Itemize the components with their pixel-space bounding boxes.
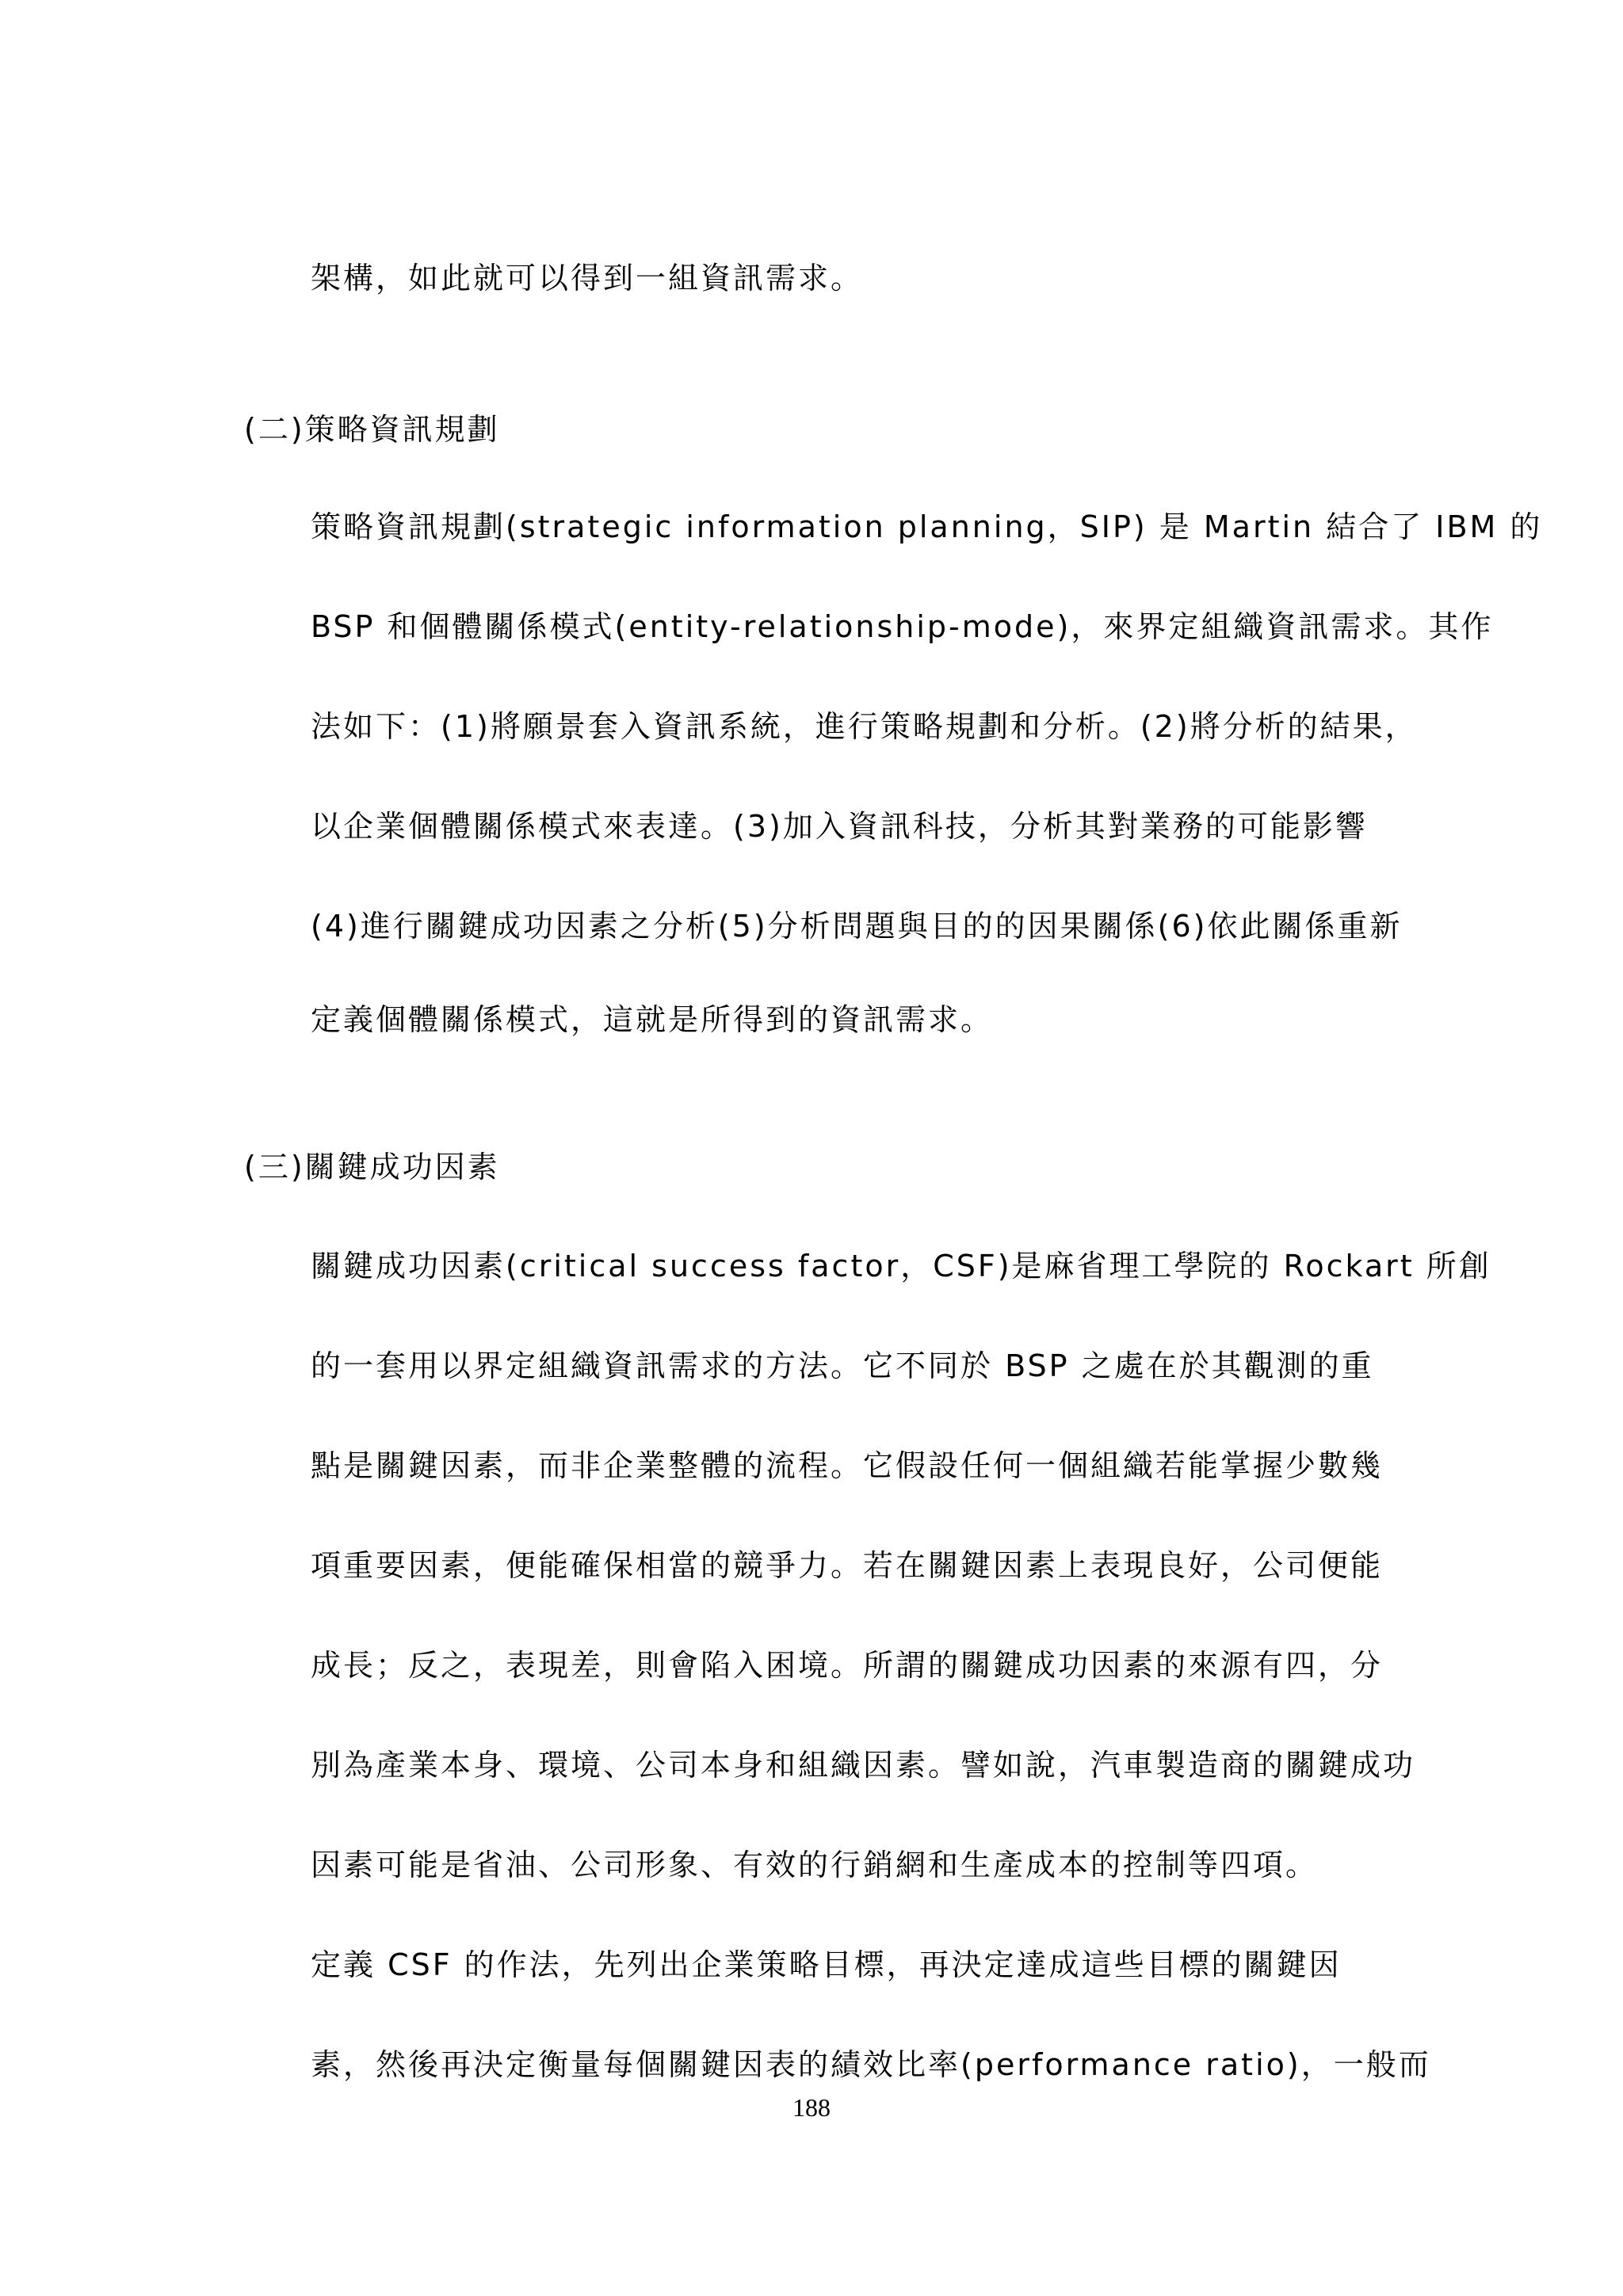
paragraph-line: 定義 CSF 的作法，先列出企業策略目標，再決定達成這些目標的關鍵因 <box>311 1947 1342 1982</box>
paragraph-line: 關鍵成功因素(critical success factor，CSF)是麻省理工學院的 Rockart 所創 <box>311 1249 1491 1283</box>
section-heading-critical-success-factors: (三)關鍵成功因素 <box>244 1150 500 1184</box>
section-heading-strategic-information-planning: (二)策略資訊規劃 <box>244 412 500 447</box>
paragraph-line: 以企業個體關係模式來表達。(3)加入資訊科技，分析其對業務的可能影響 <box>311 809 1368 844</box>
paragraph-line: (4)進行關鍵成功因素之分析(5)分析問題與目的的因果關係(6)依此關係重新 <box>311 909 1403 944</box>
paragraph-line: 別為產業本身、環境、公司本身和組織因素。譬如說，汽車製造商的關鍵成功 <box>311 1748 1416 1783</box>
paragraph-line: 的一套用以界定組織資訊需求的方法。它不同於 BSP 之處在於其觀測的重 <box>311 1348 1374 1383</box>
paragraph-line: 點是關鍵因素，而非企業整體的流程。它假設任何一個組織若能掌握少數幾 <box>311 1448 1384 1483</box>
paragraph-line: 項重要因素，便能確保相當的競爭力。若在關鍵因素上表現良好，公司便能 <box>311 1548 1384 1583</box>
paragraph-line: BSP 和個體關係模式(entity-relationship-mode)，來界定組織資訊需求。其作 <box>311 609 1494 644</box>
paragraph-line: 成長；反之，表現差，則會陷入困境。所謂的關鍵成功因素的來源有四，分 <box>311 1648 1384 1683</box>
paragraph-line: 定義個體關係模式，這就是所得到的資訊需求。 <box>311 1002 994 1037</box>
paragraph-line: 架構，如此就可以得到一組資訊需求。 <box>311 261 864 296</box>
paragraph-line: 因素可能是省油、公司形象、有效的行銷網和生產成本的控制等四項。 <box>311 1848 1319 1882</box>
paragraph-line: 素，然後再決定衡量每個關鍵因表的績效比率(performance ratio)，一般而 <box>311 2047 1431 2082</box>
page-number: 188 <box>792 2093 831 2122</box>
paragraph-line: 策略資訊規劃(strategic information planning，SIP) 是 Martin 結合了 IBM 的 <box>311 509 1543 544</box>
paragraph-line: 法如下：(1)將願景套入資訊系統，進行策略規劃和分析。(2)將分析的結果， <box>311 709 1418 744</box>
